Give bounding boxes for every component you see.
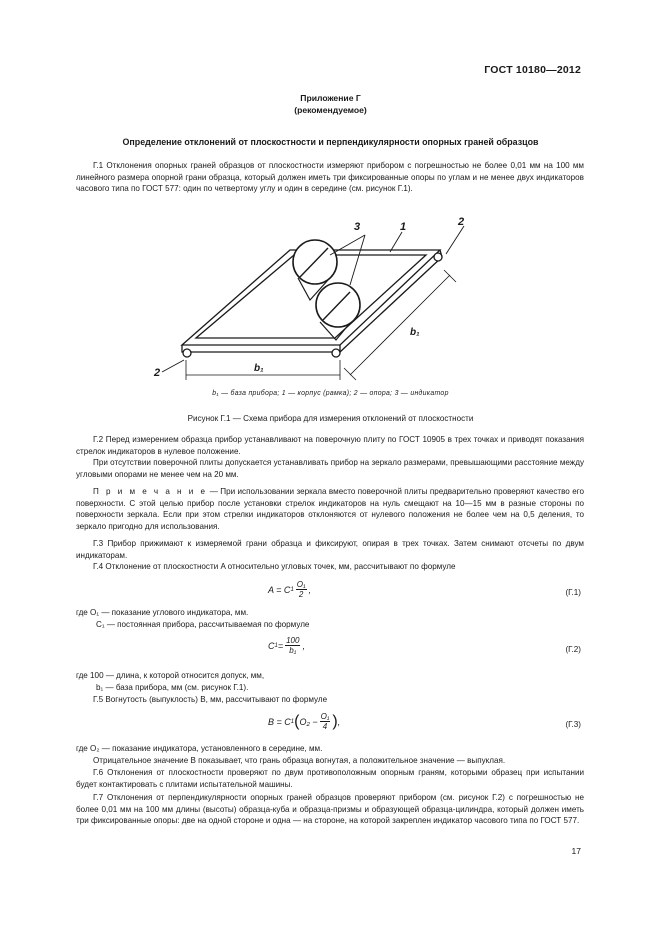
formula-g2-tail: , <box>302 640 305 651</box>
formula-g1-lhs: A = C <box>268 584 291 595</box>
formula-g3-inner: O₂ − <box>299 716 318 727</box>
support-front-left <box>183 349 191 357</box>
document-code: ГОСТ 10180—2012 <box>484 64 581 76</box>
formula-g3-tail: , <box>337 716 341 727</box>
frame-front-edge <box>182 345 340 352</box>
label-3: 3 <box>354 221 361 233</box>
formula-g2-sub: 1 <box>274 642 278 649</box>
formula-g2-denominator: b₁ <box>289 646 297 655</box>
formula-g1-number: (Г.1) <box>565 588 581 597</box>
paragraph-g4: Г.4 Отклонение от плоскостности A относительно угловых точек, мм, рассчитывают по формуле <box>93 562 456 571</box>
note-label: П р и м е ч а н и е <box>93 487 208 496</box>
formula-g3-sub: 1 <box>290 718 295 725</box>
formula-g2-eq: = <box>277 640 284 651</box>
where-o1: где O₁ — показание углового индикатора, мм. <box>76 608 249 617</box>
where-o2: где O₂ — показание индикатора, установленного в середине, мм. <box>76 744 323 753</box>
label-1: 1 <box>400 221 407 233</box>
paragraph-g7: Г.7 Отклонения от перпендикулярности опорных граней образцов проверяют прибором (см. рисунок Г.2) с погрешностью не более 0,01 мм на 100 мм длины (высоты) образца-куба и образца-призмы и образующей образца-цилиндра, который должен иметь три фиксированные опоры: две на одной стороне и одна — на стороне, на которой закреплен индикатор часового типа по ГОСТ 577. <box>76 793 584 826</box>
label-b1-diagonal: b₁ <box>410 327 420 338</box>
label-2-right: 2 <box>458 216 465 228</box>
paragraph-g1: Г.1 Отклонения опорных граней образцов от плоскостности измеряют прибором с погрешностью не более 0,01 мм на 100 мм линейного размера опорной грани образца, который должен иметь три фиксированные опоры по углам и не менее двух индикаторов часового типа по ГОСТ 577: один по четвертому углу и один в середине (см. рисунок Г.1). <box>76 161 584 194</box>
paragraph-g5: Г.5 Вогнутость (выпуклость) B, мм, рассчитывают по формуле <box>93 695 328 704</box>
formula-g3: B = C 1 ( O₂ − $\frac{\text{O₁}}{4}$ ) , <box>268 712 341 731</box>
formula-g1-fraction <box>296 580 307 599</box>
support-front-right <box>332 349 340 357</box>
appendix-title: Приложение Г <box>300 93 361 103</box>
formula-g1-tail: , <box>308 584 312 595</box>
formula-g1-sub: 1 <box>290 586 294 593</box>
formula-g2 <box>268 636 305 655</box>
formula-g3-denominator: 4 <box>322 722 328 731</box>
formula-g1 <box>268 580 311 599</box>
paragraph-g2: Г.2 Перед измерением образца прибор устанавливают на поверочную плиту по ГОСТ 10905 в трех точках и приводят показания стрелок индикаторов в нулевое положение. <box>76 435 584 456</box>
support-back-right <box>434 253 442 261</box>
figure-g1-device-diagram <box>150 210 470 385</box>
formula-g3-number: (Г.3) <box>565 720 581 729</box>
formula-g2-fraction <box>285 636 300 655</box>
appendix-heading <box>0 92 661 116</box>
leader-2-right <box>446 226 464 254</box>
paragraph-g2-mirror: При отсутствии поверочной плиты допускается устанавливать прибор на зеркало размерами, превышающими расстояние между угловыми опорами не менее чем на 20 мм. <box>76 458 584 479</box>
figure-legend: b₁ — база прибора; 1 — корпус (рамка); 2 — опора; 3 — индикатор <box>212 390 449 397</box>
where-c1: C₁ — постоянная прибора, рассчитываемая по формуле <box>96 620 310 629</box>
formula-g3-numerator: O₁ <box>320 712 330 721</box>
section-title: Определение отклонений от плоскостности и перпендикулярности опорных граней образцов <box>122 137 539 147</box>
paragraph-g3: Г.3 Прибор прижимают к измеряемой грани образца и фиксируют, опирая в трех точках. Затем снимают отсчеты по двум индикаторам. <box>76 539 584 560</box>
leader-1 <box>390 232 402 252</box>
paragraph-g6: Г.6 Отклонения от плоскостности проверяют по двум противоположным опорным граням, которыми образец при испытании будет контактировать с плитами испытательной машины. <box>76 768 584 789</box>
formula-g1-numerator: O₁ <box>296 580 306 589</box>
leader-2-left <box>162 360 184 372</box>
formula-g3-fraction <box>320 712 331 731</box>
paragraph-negative: Отрицательное значение B показывает, что грань образца вогнутая, а положительное значение — выпуклая. <box>93 756 506 765</box>
formula-g3-lhs: B = C <box>268 716 291 727</box>
page-number: 17 <box>571 846 581 856</box>
note-text: — При использовании зеркала вместо поверочной плиты предварительно проверяют качество его поверхности. С этой целью прибор после установки стрелок индикаторов на нуль смещают на 10—15 мм в разные стороны по поверхности зеркала. Если при этом стрелки индикаторов отклоняются от нулевого положения не более чем на 0,5 деления, то зеркало пригодно для использования. <box>76 487 584 531</box>
label-b1-bottom: b₁ <box>254 363 264 374</box>
where-100: где 100 — длина, к которой относится допуск, мм, <box>76 671 265 680</box>
formula-g2-numerator: 100 <box>286 636 300 645</box>
appendix-subtitle: (рекомендуемое) <box>294 105 367 115</box>
formula-g2-number: (Г.2) <box>565 645 581 654</box>
label-2-left: 2 <box>154 367 161 379</box>
formula-g1-denominator: 2 <box>298 590 304 599</box>
formula-g2-lhs: C <box>268 640 275 651</box>
note-paragraph <box>76 486 584 532</box>
figure-caption: Рисунок Г.1 — Схема прибора для измерения отклонений от плоскостности <box>187 414 474 423</box>
where-b1: b₁ — база прибора, мм (см. рисунок Г.1). <box>96 683 249 692</box>
